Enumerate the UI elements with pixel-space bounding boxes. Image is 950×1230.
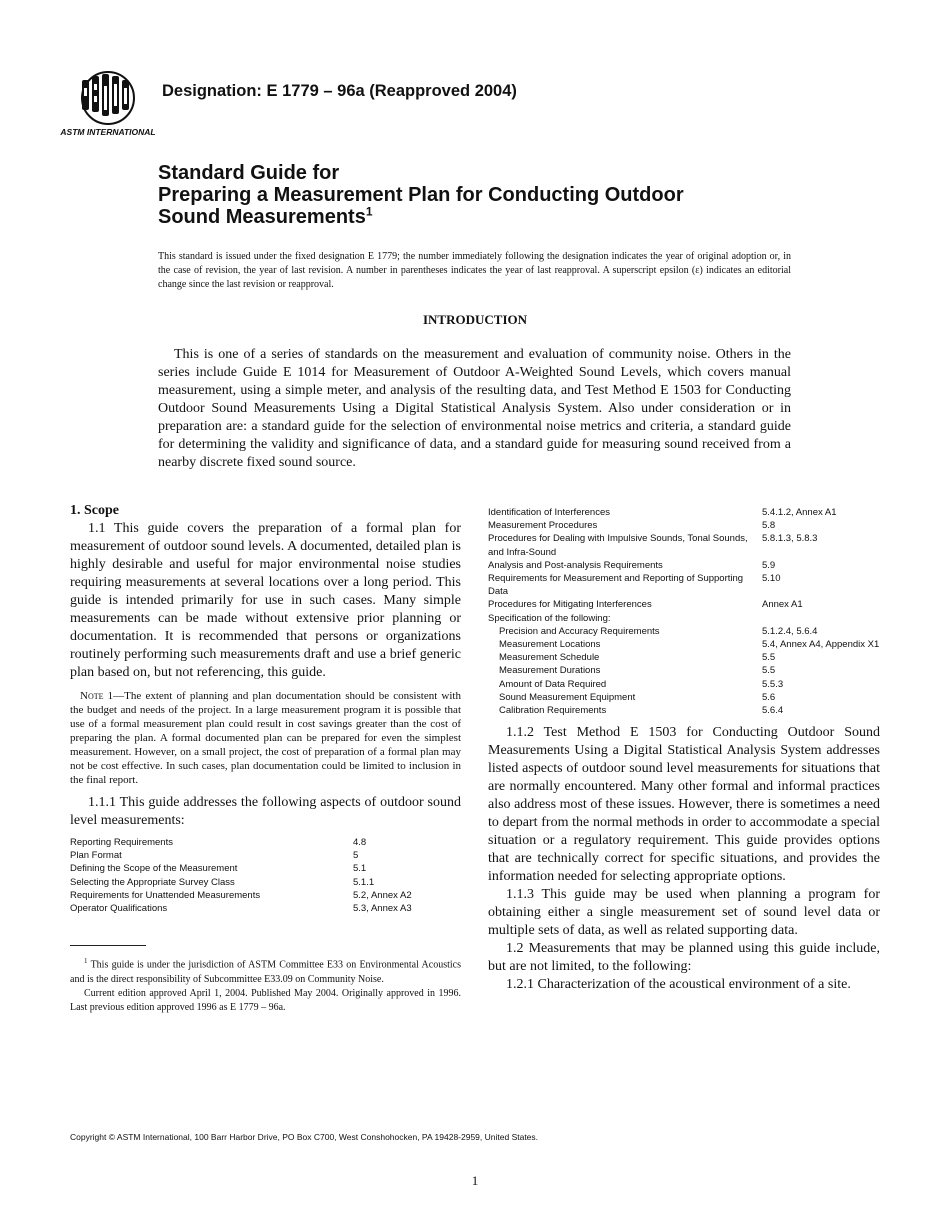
aspect-label: Precision and Accuracy Requirements <box>499 625 660 637</box>
paragraph-1-1: 1.1 This guide covers the preparation of a formal plan for measurement of outdoor sound levels. A documented, detailed plan is highly desirable and useful for major environmental noise studies requiring measurements at several locations over a long period. This guide is intended primarily for use in such cases. Many simple measurements can be made without extensive prior planning or documentation. It is recommended that persons or organizations routinely performing such measurements draft and use a brief generic plan based on, but not referencing, this guide. <box>70 521 461 680</box>
aspect-label: Specification of the following: <box>488 612 611 624</box>
aspect-label: Measurement Durations <box>499 665 601 677</box>
table-row <box>488 559 880 572</box>
aspect-label: Reporting Requirements <box>70 837 173 848</box>
table-row <box>488 678 880 691</box>
aspect-ref: 5.5 <box>762 652 776 664</box>
table-row <box>488 532 880 558</box>
aspect-ref: 5.8 <box>762 520 776 532</box>
aspect-label: Operator Qualifications <box>70 903 168 915</box>
aspects-table-left <box>70 836 461 915</box>
footnote-1 <box>70 954 461 986</box>
aspect-ref: 5.2, Annex A2 <box>353 889 412 901</box>
aspect-label: Measurement Procedures <box>488 520 598 532</box>
astm-logo-icon <box>60 68 156 140</box>
table-row <box>70 836 461 849</box>
table-row <box>488 664 880 677</box>
aspect-ref: 5.9 <box>762 559 776 571</box>
note-text: —The extent of planning and plan documentation should be consistent with the budget and needs of the project. In a large measurement program it is possible that use of a formal measurement plan could result in cost savings greater than the cost of preparing the plan. A formal documented plan can be prepared for even the simplest measurement. However, on a small project, the cost of preparation of a formal plan may not be cost effective. In such cases, plan documentation could be limited to inclusion in the final report. <box>70 690 461 786</box>
title-line-2: Preparing a Measurement Plan for Conducting Outdoor <box>158 184 684 206</box>
aspect-ref: 5.10 <box>762 573 781 585</box>
aspect-ref: 5.6.4 <box>762 705 784 717</box>
aspect-ref: 4.8 <box>353 837 367 848</box>
paragraph-1-2: 1.2 Measurements that may be planned using this guide include, but are not limited, to the following: <box>488 941 880 975</box>
aspect-ref: 5.4, Annex A4, Appendix X1 <box>762 639 880 651</box>
aspect-label: Plan Format <box>70 850 122 862</box>
table-row <box>488 638 880 651</box>
page-number: 1 <box>471 1173 479 1188</box>
aspect-ref: 5.1.1 <box>353 876 375 888</box>
table-row <box>70 849 461 862</box>
left-column <box>70 502 461 1015</box>
introduction-heading: INTRODUCTION <box>422 312 527 327</box>
table-row <box>488 704 880 717</box>
table-row <box>70 902 461 915</box>
table-row <box>488 598 880 611</box>
table-row <box>488 691 880 704</box>
aspect-label: Analysis and Post-analysis Requirements <box>488 559 663 571</box>
aspect-label: Measurement Schedule <box>499 652 600 664</box>
astm-logo <box>60 68 156 140</box>
aspect-ref: Annex A1 <box>762 599 803 611</box>
aspect-label: Requirements for Unattended Measurements <box>70 889 261 901</box>
table-row <box>488 651 880 664</box>
title-line-3: Sound Measurements <box>158 206 366 228</box>
aspect-ref: 5.1 <box>353 863 367 875</box>
introduction-text: This is one of a series of standards on the measurement and evaluation of community noise. Others in the series include Guide E 1014 for Measurement of Outdoor A-Weighted Sound Levels, which covers manual measurement, using a simple meter, and analysis of the resulting data, and Test Method E 1503 for Conducting Outdoor Sound Measurements Using a Digital Statistical Analysis System. Also under consideration or in preparation are: a standard guide for the selection of environmental noise metrics and criteria, a standard guide for determining the validity and significance of data, and a standard guide for measuring sound received from a nearby discrete fixed sound source. <box>158 347 791 470</box>
paragraph-1-1-1: 1.1.1 This guide addresses the following aspects of outdoor sound level measurements: <box>70 795 461 828</box>
copyright-notice: Copyright © ASTM International, 100 Barr Harbor Drive, PO Box C700, West Conshohocken, PA 19428-2959, United States. <box>70 1132 539 1142</box>
aspect-label: Measurement Locations <box>499 639 601 651</box>
logo-wordmark: ASTM INTERNATIONAL <box>60 127 156 137</box>
paragraph-1-1-2: 1.1.2 Test Method E 1503 for Conducting Outdoor Sound Measurements Using a Digital Statistical Analysis System addresses listed aspects of outdoor sound level measurements for situations that are normally encountered. Many other formal and informal practices also address most of these issues. However, there is sometimes a need to depart from the normal methods in order to accommodate a special situation or a regulatory requirement. This guide provides options that are technically correct for specific situations, and provides the information needed for selecting appropriate options. <box>488 725 880 885</box>
footnote-1-text: This guide is under the jurisdiction of ASTM Committee E33 on Environmental Acoustics and is the direct responsibility of Subcommittee E33.09 on Community Noise. <box>70 959 461 985</box>
aspect-label: Defining the Scope of the Measurement <box>70 863 238 875</box>
right-column <box>488 506 880 994</box>
aspect-label: Requirements for Measurement and Reporting of Supporting Data <box>488 573 744 598</box>
title-line-1: Standard Guide for <box>158 162 340 184</box>
table-row <box>70 862 461 875</box>
note-label: Note 1 <box>80 690 114 702</box>
issuance-note: This standard is issued under the fixed designation E 1779; the number immediately following the designation indicates the year of original adoption or, in the case of revision, the year of last revision. A number in parentheses indicates the year of last reapproval. A superscript epsilon (ε) indicates an editorial change since the last revision or reapproval. <box>158 251 791 290</box>
aspect-label: Procedures for Mitigating Interferences <box>488 599 652 611</box>
designation: Designation: E 1779 – 96a (Reapproved 2004) <box>162 82 517 100</box>
aspect-ref: 5.8.1.3, 5.8.3 <box>762 533 818 545</box>
title-footnote-marker: 1 <box>365 204 373 219</box>
footnote-2: Current edition approved April 1, 2004. Published May 2004. Originally approved in 1996. Last previous edition approved 1996 as E 1779 – 96a. <box>70 987 461 1013</box>
note-1 <box>70 689 461 787</box>
aspect-label: Selecting the Appropriate Survey Class <box>70 876 235 888</box>
table-row <box>70 876 461 889</box>
table-row <box>488 612 880 625</box>
aspect-ref: 5.4.1.2, Annex A1 <box>762 507 837 518</box>
section-heading-scope: 1. Scope <box>70 503 119 518</box>
aspect-label: Amount of Data Required <box>499 678 607 690</box>
aspect-label: Sound Measurement Equipment <box>499 691 636 703</box>
footnote-1-marker: 1 <box>84 957 88 966</box>
paragraph-1-2-1: 1.2.1 Characterization of the acoustical environment of a site. <box>506 977 851 993</box>
paragraph-1-1-3: 1.1.3 This guide may be used when planning a program for obtaining either a single measurement set of sound level data or multiple sets of data, as well as related supporting data. <box>488 887 880 939</box>
aspect-ref: 5.5 <box>762 665 776 677</box>
aspect-ref: 5.3, Annex A3 <box>353 903 412 915</box>
table-row <box>488 572 880 598</box>
aspect-label: Identification of Interferences <box>488 507 610 518</box>
aspect-label: Procedures for Dealing with Impulsive Sounds, Tonal Sounds, and Infra-Sound <box>488 533 748 558</box>
footnote-divider <box>70 945 146 946</box>
aspects-table-right <box>488 506 880 717</box>
table-row <box>488 625 880 638</box>
document-title <box>158 162 858 228</box>
aspect-ref <box>762 612 880 625</box>
aspect-ref: 5.1.2.4, 5.6.4 <box>762 625 818 637</box>
table-row <box>70 889 461 902</box>
aspect-ref: 5.5.3 <box>762 678 784 690</box>
aspect-ref: 5 <box>353 850 359 862</box>
aspect-label: Calibration Requirements <box>499 705 607 717</box>
aspect-ref: 5.6 <box>762 691 776 703</box>
table-row <box>488 519 880 532</box>
table-row <box>488 506 880 519</box>
